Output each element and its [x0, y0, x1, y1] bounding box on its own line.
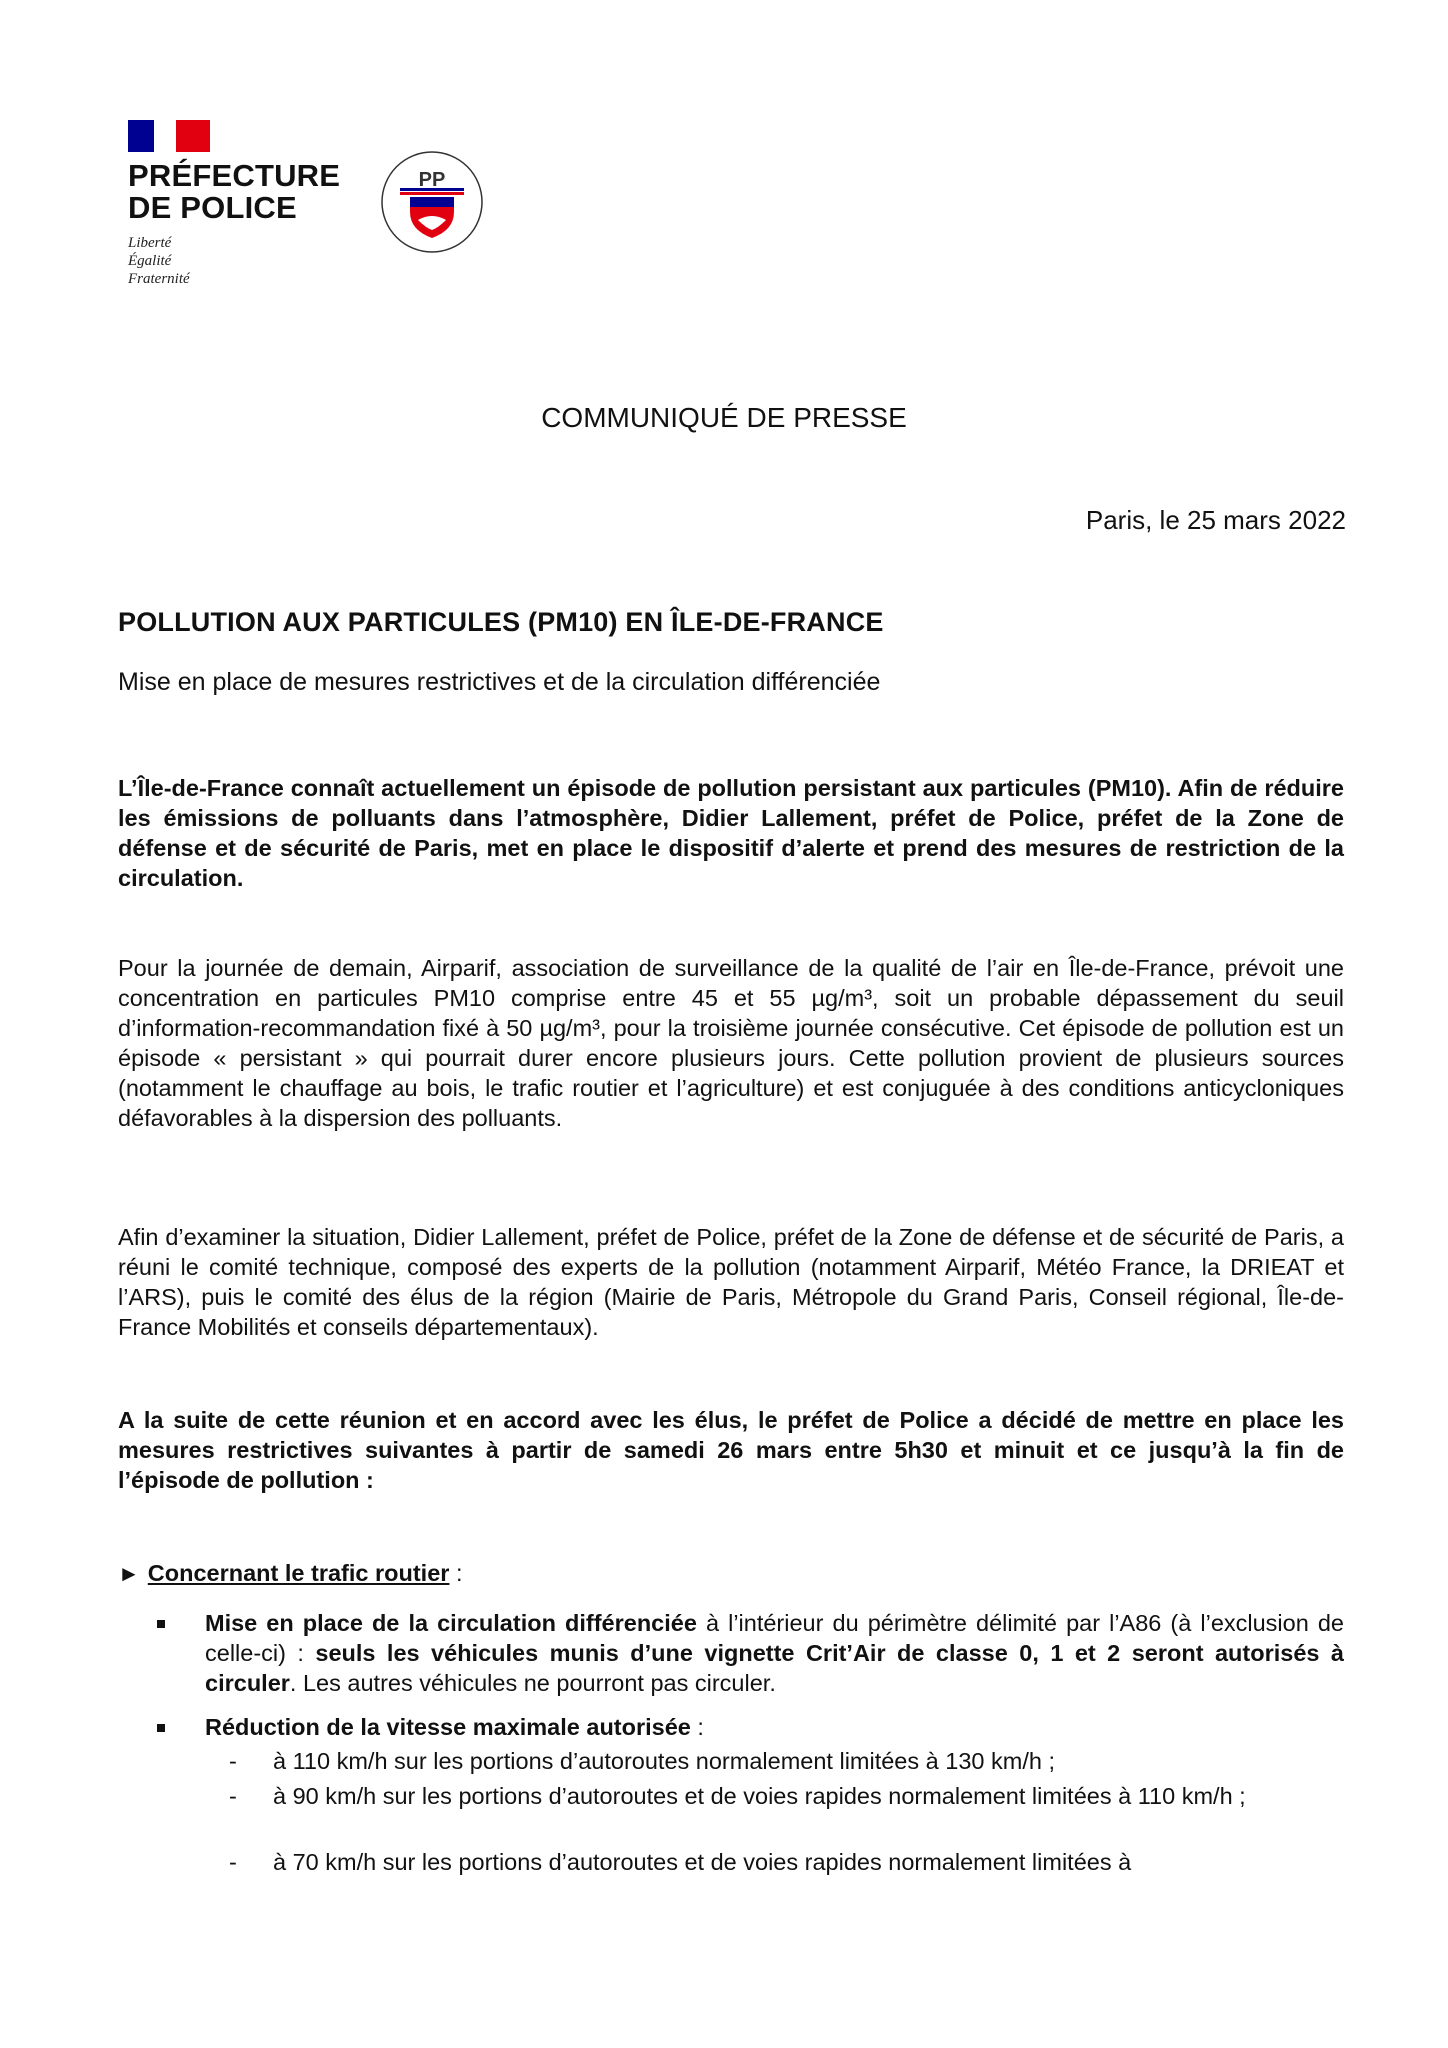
document-date: Paris, le 25 mars 2022	[1085, 505, 1346, 535]
arrow-right-icon: ►	[118, 1561, 140, 1586]
paragraph-decision: A la suite de cette réunion et en accord avec les élus, le préfet de Police a décidé de mettre en place les mesures restrictives suivantes à partir de samedi 26 mars entre 5h30 et minuit et ce jusqu’à la fin de l’épisode de pollution :	[118, 1407, 1344, 1493]
list-item	[229, 1847, 1344, 1877]
list-item	[205, 1608, 1344, 1698]
dash-marker: -	[229, 1783, 237, 1809]
bullet-text: à l’intérieur du périmètre délimité par l’A86 (à l’exclusion de celle-ci) :	[205, 1610, 1344, 1666]
paragraph-committee: Afin d’examiner la situation, Didier Lallement, préfet de Police, préfet de la Zone de défense et de sécurité de Paris, a réuni le comité technique, composé des experts de la pollution (notamment Airparif, Météo France, la DRIEAT et l’ARS), puis le comité des élus de la région (Mairie de Paris, Métropole du Grand Paris, Conseil régional, Île-de-France Mobilités et conseils départementaux).	[118, 1224, 1344, 1340]
paragraph-airparif: Pour la journée de demain, Airparif, association de surveillance de la qualité de l’air en Île-de-France, prévoit une concentration en particules PM10 comprise entre 45 et 55 µg/m³, soit un probable dépassement du seuil d’information-recommandation fixé à 50 µg/m³, pour la troisième journée consécutive. Cet épisode de pollution est un épisode « persistant » qui pourrait durer encore plusieurs jours. Cette pollution provient de plusieurs sources (notamment le chauffage au bois, le trafic routier et l’agriculture) et est conjuguée à des conditions anticycloniques défavorables à la dispersion des polluants.	[118, 955, 1344, 1131]
org-line-2: DE POLICE	[128, 190, 297, 225]
document-kind: COMMUNIQUÉ DE PRESSE	[541, 402, 907, 433]
document-title: POLLUTION AUX PARTICULES (PM10) EN ÎLE-DE-FRANCE	[118, 607, 884, 637]
motto-fraternite: Fraternité	[128, 271, 190, 287]
org-line-1: PRÉFECTURE	[128, 158, 341, 193]
document-subtitle: Mise en place de mesures restrictives et de la circulation différenciée	[118, 668, 881, 696]
dash-marker: -	[229, 1748, 237, 1774]
police-seal-icon	[380, 150, 484, 254]
lead-paragraph: L’Île-de-France connaît actuellement un épisode de pollution persistant aux particules (PM10). Afin de réduire les émissions de polluants dans l’atmosphère, Didier Lallement, préfet de Police, préfet de la Zone de défense et de sécurité de Paris, met en place le dispositif d’alerte et prend des mesures de restriction de la circulation.	[118, 775, 1344, 891]
section-heading-colon: :	[449, 1560, 463, 1586]
speed-limit-item: à 70 km/h sur les portions d’autoroutes et de voies rapides normalement limitées à	[273, 1849, 1132, 1875]
bullet-bold-lead: Réduction de la vitesse maximale autorisée	[205, 1714, 691, 1740]
list-item	[229, 1781, 1344, 1811]
bullet-text-end: . Les autres véhicules ne pourront pas circuler.	[289, 1670, 776, 1696]
motto-egalite: Égalité	[128, 253, 172, 269]
seal-letters: PP	[418, 169, 446, 191]
republic-motto	[128, 234, 340, 288]
dash-marker: -	[229, 1849, 237, 1875]
section-heading-traffic	[118, 1560, 1344, 1587]
speed-limit-item: à 110 km/h sur les portions d’autoroutes normalement limitées à 130 km/h ;	[273, 1748, 1055, 1774]
marianne-flag-icon	[128, 120, 210, 152]
motto-liberte: Liberté	[128, 235, 172, 251]
square-bullet-icon	[157, 1620, 165, 1628]
organization-name	[128, 160, 340, 224]
prefecture-logo	[128, 120, 340, 288]
speed-limit-item: à 90 km/h sur les portions d’autoroutes et de voies rapides normalement limitées à 110 km/h ;	[273, 1783, 1246, 1809]
list-item	[229, 1746, 1344, 1776]
bullet-bold-rule: seuls les véhicules munis d’une vignette Crit’Air de classe 0, 1 et 2 seront autorisés à circuler	[205, 1640, 1344, 1696]
list-item	[205, 1712, 1344, 1742]
bullet-bold-lead: Mise en place de la circulation différenciée	[205, 1610, 697, 1636]
bullet-text: :	[690, 1714, 704, 1740]
square-bullet-icon	[157, 1724, 165, 1732]
section-heading-text: Concernant le trafic routier	[147, 1560, 450, 1586]
